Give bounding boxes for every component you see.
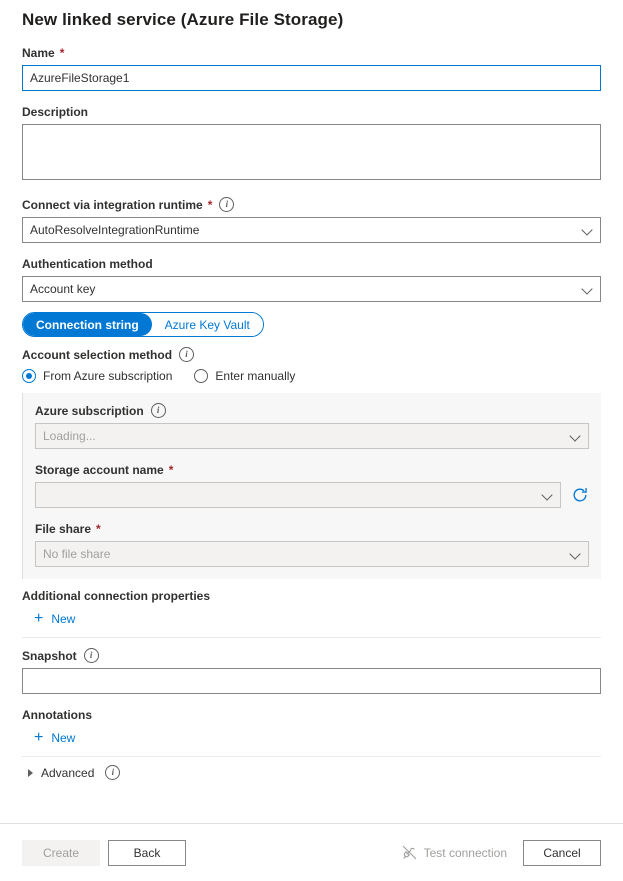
account-selection-method-label-text: Account selection method bbox=[22, 347, 173, 362]
cancel-button[interactable]: Cancel bbox=[523, 840, 601, 866]
storage-account-name-label bbox=[35, 463, 589, 477]
plug-icon bbox=[402, 845, 417, 860]
snapshot-label bbox=[22, 648, 601, 663]
account-selection-method-label bbox=[22, 347, 601, 362]
info-icon: i bbox=[179, 347, 194, 362]
annotations-label bbox=[22, 708, 601, 722]
integration-runtime-label-text: Connect via integration runtime bbox=[22, 197, 203, 212]
add-connection-property-button[interactable] bbox=[22, 605, 75, 633]
azure-subscription-label-text: Azure subscription bbox=[35, 403, 144, 418]
chevron-down-icon bbox=[570, 548, 582, 560]
file-share-dropdown[interactable] bbox=[35, 541, 589, 567]
plus-icon: + bbox=[34, 610, 44, 627]
azure-subscription-label bbox=[35, 403, 589, 418]
name-label-text: Name bbox=[22, 46, 55, 60]
tab-connection-string[interactable]: Connection string bbox=[23, 313, 152, 336]
radio-mark-icon bbox=[194, 369, 208, 383]
chevron-down-icon bbox=[570, 430, 582, 442]
advanced-section-toggle[interactable] bbox=[22, 757, 601, 780]
radio-enter-manually-label: Enter manually bbox=[215, 369, 296, 383]
description-label bbox=[22, 105, 601, 119]
storage-account-name-label-text: Storage account name bbox=[35, 463, 164, 477]
name-label bbox=[22, 46, 601, 60]
chevron-down-icon bbox=[542, 489, 554, 501]
authentication-method-label-text: Authentication method bbox=[22, 257, 153, 271]
plus-icon: + bbox=[34, 729, 44, 746]
radio-mark-icon bbox=[22, 369, 36, 383]
authentication-method-dropdown[interactable] bbox=[22, 276, 601, 302]
annotations-label-text: Annotations bbox=[22, 708, 92, 722]
additional-connection-properties-label-text: Additional connection properties bbox=[22, 589, 211, 603]
file-share-label bbox=[35, 522, 589, 536]
radio-from-azure-subscription-label: From Azure subscription bbox=[43, 369, 173, 383]
name-input[interactable] bbox=[22, 65, 601, 91]
tab-azure-key-vault[interactable]: Azure Key Vault bbox=[152, 313, 263, 336]
integration-runtime-required-asterisk: * bbox=[207, 197, 213, 212]
page-title: New linked service (Azure File Storage) bbox=[22, 10, 344, 29]
file-share-required-asterisk: * bbox=[96, 522, 101, 536]
add-connection-property-label: New bbox=[51, 612, 76, 626]
test-connection-button[interactable] bbox=[402, 845, 507, 860]
storage-account-name-dropdown[interactable] bbox=[35, 482, 561, 508]
radio-enter-manually[interactable] bbox=[194, 369, 295, 383]
refresh-icon[interactable] bbox=[571, 486, 589, 504]
azure-subscription-value: Loading... bbox=[43, 429, 96, 443]
add-annotation-button[interactable] bbox=[22, 724, 75, 752]
advanced-label: Advanced bbox=[41, 765, 95, 780]
azure-subscription-dropdown[interactable] bbox=[35, 423, 589, 449]
radio-from-azure-subscription[interactable] bbox=[22, 369, 172, 383]
chevron-down-icon bbox=[582, 224, 594, 236]
authentication-method-value: Account key bbox=[30, 282, 96, 296]
name-required-asterisk: * bbox=[59, 46, 65, 60]
additional-connection-properties-label bbox=[22, 589, 601, 603]
info-icon: i bbox=[151, 403, 166, 418]
info-icon: i bbox=[219, 197, 234, 212]
description-label-text: Description bbox=[22, 105, 89, 119]
storage-account-name-row bbox=[35, 482, 589, 508]
authentication-method-label bbox=[22, 257, 601, 271]
azure-subscription-group bbox=[22, 393, 601, 579]
storage-account-required-asterisk: * bbox=[168, 463, 174, 477]
account-selection-radio-group bbox=[22, 369, 601, 383]
back-button[interactable]: Back bbox=[108, 840, 186, 866]
snapshot-label-text: Snapshot bbox=[22, 648, 77, 663]
snapshot-input[interactable] bbox=[22, 668, 601, 694]
panel-footer bbox=[0, 823, 623, 881]
integration-runtime-dropdown[interactable] bbox=[22, 217, 601, 243]
info-icon: i bbox=[84, 648, 99, 663]
integration-runtime-label bbox=[22, 197, 601, 212]
chevron-right-icon bbox=[28, 769, 33, 777]
chevron-down-icon bbox=[582, 283, 594, 295]
add-annotation-label: New bbox=[51, 731, 76, 745]
integration-runtime-value: AutoResolveIntegrationRuntime bbox=[30, 223, 200, 237]
create-button[interactable]: Create bbox=[22, 840, 100, 866]
test-connection-label: Test connection bbox=[423, 845, 507, 860]
credential-type-tabs bbox=[22, 312, 264, 337]
file-share-value: No file share bbox=[43, 547, 111, 561]
description-textarea[interactable] bbox=[22, 124, 601, 180]
file-share-label-text: File share bbox=[35, 522, 92, 536]
info-icon: i bbox=[105, 765, 120, 780]
